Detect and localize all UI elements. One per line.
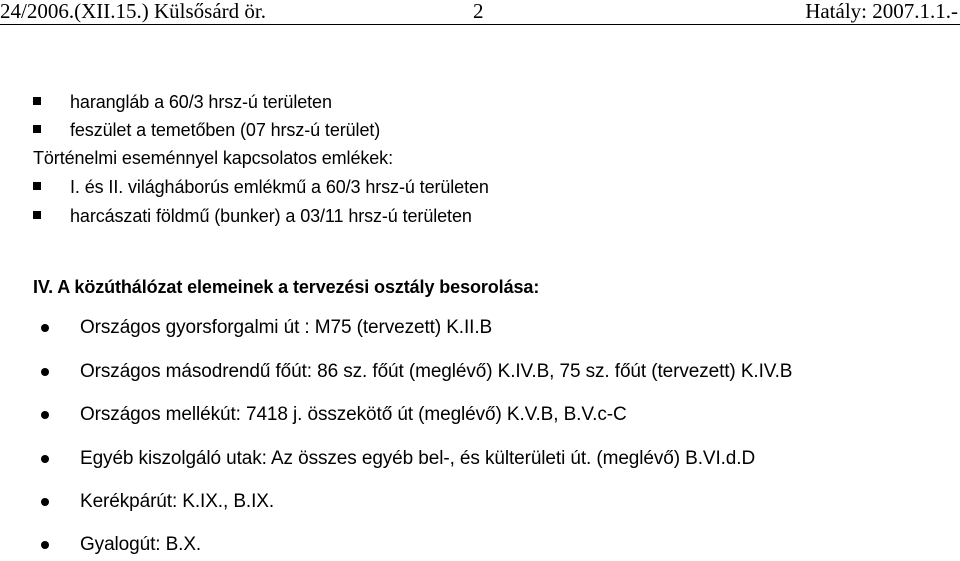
round-bullet-icon (41, 455, 49, 463)
road-class-item: Országos másodrendű főút: 86 sz. főút (meglévő) K.IV.B, 75 sz. főút (tervezett) K.IV.B (80, 361, 793, 382)
road-class-item: Kerékpárút: K.IX., B.IX. (80, 491, 275, 512)
road-class-item: Gyalogút: B.X. (80, 534, 202, 555)
round-bullet-icon (41, 368, 49, 376)
round-bullet-icon (41, 498, 49, 506)
square-bullet-icon (33, 211, 41, 219)
square-bullet-icon (33, 125, 41, 133)
square-bullet-icon (33, 182, 41, 190)
round-bullet-icon (41, 324, 49, 332)
header-page-number: 2 (473, 0, 484, 23)
page-header (0, 0, 960, 25)
header-document-title: 24/2006.(XII.15.) Külsősárd ör. (0, 0, 266, 23)
monument-item: feszület a temetőben (07 hrsz-ú terület) (70, 120, 381, 140)
section-iv-heading: IV. A közúthálózat elemeinek a tervezési osztály besorolása: (33, 277, 540, 297)
monument-item: harangláb a 60/3 hrsz-ú területen (70, 92, 332, 112)
historical-monuments-subheading: Történelmi eseménnyel kapcsolatos emlékek: (33, 148, 393, 168)
header-effective-date: Hatály: 2007.1.1.- (805, 0, 958, 23)
monument-item: harcászati földmű (bunker) a 03/11 hrsz-ú területen (70, 206, 472, 226)
round-bullet-icon (41, 541, 49, 549)
square-bullet-icon (33, 97, 41, 105)
road-class-item: Országos gyorsforgalmi út : M75 (tervezett) K.II.B (80, 317, 493, 338)
monument-item: I. és II. világháborús emlékmű a 60/3 hrsz-ú területen (70, 177, 489, 197)
round-bullet-icon (41, 411, 49, 419)
road-class-item: Országos mellékút: 7418 j. összekötő út (meglévő) K.V.B, B.V.c-C (80, 404, 627, 425)
road-class-item: Egyéb kiszolgáló utak: Az összes egyéb bel-, és külterületi út. (meglévő) B.VI.d.D (80, 448, 756, 469)
